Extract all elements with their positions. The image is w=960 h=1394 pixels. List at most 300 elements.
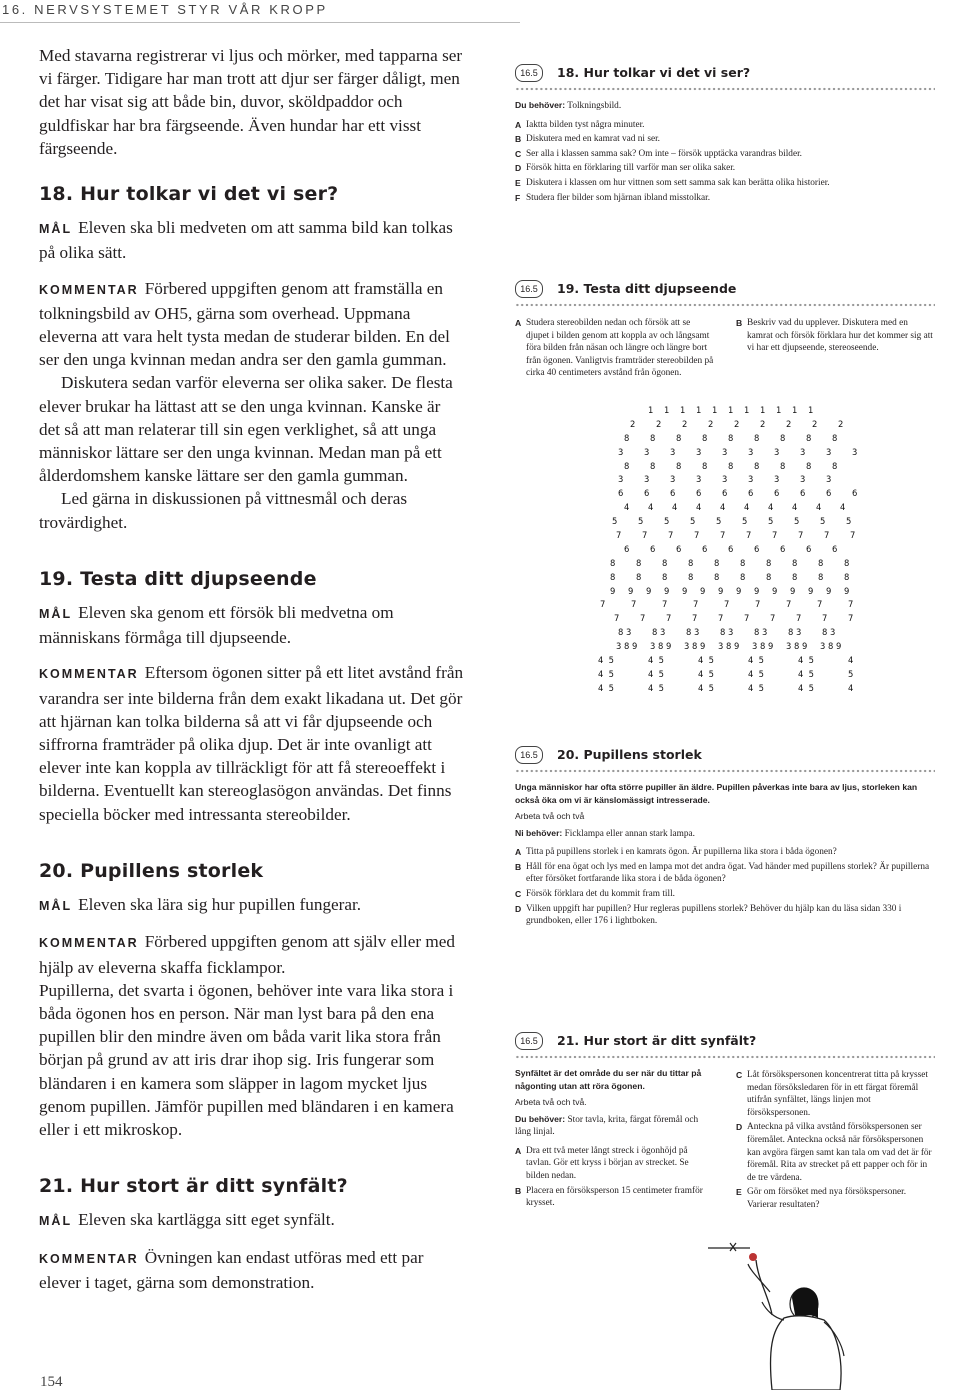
stereogram-row bbox=[590, 613, 870, 627]
stereogram-digit: 4 5 bbox=[598, 668, 614, 679]
comment-tag: KOMMENTAR bbox=[39, 282, 139, 297]
section-20-paragraph: Pupillerna, det svarta i ögonen, behöver inte vara lika stora i båda ögonen hos en person. När man lyst bara på den ena pupillen blir den mindre även om båda varit lika stora från början på grund av att iris drar ihop sig. Iris fungerar som bländaren i en kamera som släpper in lagom mycket ljus genom pupillen. Jämför pupillen med bländaren i en kamera eller i ett mikroskop. bbox=[39, 980, 454, 1139]
stereogram-digit: 8 bbox=[728, 460, 734, 471]
section-18-goal: MÅL Eleven ska bli medveten om att samma bild kan tolkas på olika sätt. bbox=[39, 218, 453, 263]
stereogram-digit: 4 5 bbox=[648, 655, 664, 666]
stereogram-digit: 5 bbox=[716, 516, 722, 527]
step-item bbox=[736, 1069, 935, 1119]
stereogram-digit: 7 bbox=[822, 613, 828, 624]
step-text: Diskutera i klassen om hur vittnen som sett samma sak kan berätta olika historier. bbox=[526, 177, 830, 188]
step-item bbox=[736, 1186, 935, 1211]
stereogram-digit: 3 bbox=[800, 474, 806, 485]
stereogram-digit: 8 bbox=[740, 557, 746, 568]
stereogram-digit: 8 bbox=[650, 432, 656, 443]
stereogram-digit: 2 bbox=[812, 418, 818, 429]
stereogram-row bbox=[590, 544, 870, 558]
stereogram-digit: 6 bbox=[780, 543, 786, 554]
stereogram-digit: 9 bbox=[610, 585, 616, 596]
stereogram-digit: 4 5 bbox=[748, 655, 764, 666]
stereogram-digit: 4 bbox=[744, 502, 750, 513]
stereogram-row bbox=[590, 627, 870, 641]
stereogram-digit: 4 5 bbox=[648, 682, 664, 693]
section-19-goal: MÅL Eleven ska genom ett försök bli medvetna om människans förmåga till djupseende. bbox=[39, 603, 394, 648]
step-a: A Studera stereobilden nedan och försök att se djupet i bilden genom att koppla av och långsamt föra bilden från näsan och längre och längre bort från ögonen. Vanligtvis framträder stereobilden på cirka 40 centimeters avstånd från ögonen. bbox=[515, 318, 714, 379]
stereogram-digit: 6 bbox=[670, 488, 676, 499]
chapter-badge: 16.5 bbox=[515, 280, 543, 298]
stereogram-digit: 4 5 bbox=[698, 682, 714, 693]
stereogram-row bbox=[590, 599, 870, 613]
stereogram-digit: 4 5 bbox=[748, 668, 764, 679]
stereogram-digit: 9 bbox=[844, 585, 850, 596]
step-text: Låt försökspersonen koncentrerat titta på krysset medan försöksledaren för in ett färgat föremål utifrån synfältet, längs linjen mot försökspersonen. bbox=[747, 1070, 928, 1118]
stereogram-digit: 8 bbox=[662, 557, 668, 568]
stereogram-digit: 8 bbox=[624, 432, 630, 443]
stereogram-digit: 8 bbox=[766, 557, 772, 568]
stereogram-digit: 8 bbox=[780, 460, 786, 471]
step-text: Försök hitta en förklaring till varför man ser olika saker. bbox=[526, 163, 736, 174]
stereogram-digit: 1 bbox=[744, 405, 750, 415]
stereogram-digit: 7 bbox=[642, 530, 648, 541]
stereogram-digit: 1 bbox=[664, 405, 670, 415]
section-21-comment: KOMMENTAR Övningen kan endast utföras med ett par elever i taget, gärna som demonstration. bbox=[39, 1247, 424, 1292]
stereogram-digit: 9 bbox=[664, 585, 670, 596]
stereogram-digit: 9 bbox=[790, 585, 796, 596]
section-19-title: 19. Testa ditt djupseende bbox=[39, 567, 317, 590]
step-text: Dra ett två meter långt streck i ögonhöjd på tavlan. Gör ett kryss i början av strecket. Se bilden nedan. bbox=[526, 1145, 689, 1181]
stereogram-digit: 4 bbox=[720, 502, 726, 513]
stereogram-digit: 5 bbox=[848, 668, 854, 679]
stereogram-digit: 5 bbox=[690, 516, 696, 527]
step-item bbox=[736, 1121, 935, 1184]
stereogram-digit: 7 bbox=[694, 530, 700, 541]
stereogram-digit: 4 5 bbox=[598, 655, 614, 666]
stereogram-digit: 7 bbox=[755, 599, 761, 610]
stereogram-digit: 8 bbox=[754, 432, 760, 443]
section-18-title: 18. Hur tolkar vi det vi ser? bbox=[39, 183, 339, 206]
step-text: Håll för ena ögat och lys med en lampa mot det andra ögat. Vad händer med pupillens storlek? Är pupillerna efter försöket fortfarande lika stora i de båda ögonen? bbox=[526, 861, 930, 885]
stereogram-digit: 7 bbox=[798, 530, 804, 541]
stereogram-digit: 3 bbox=[618, 474, 624, 485]
stereogram-digit: 7 bbox=[600, 599, 606, 610]
step-letter: F bbox=[515, 192, 521, 203]
section-21-title: 21. Hur stort är ditt synfält? bbox=[39, 1175, 348, 1198]
stereogram-digit: 7 bbox=[724, 599, 730, 610]
step-letter: B bbox=[515, 861, 522, 872]
stereogram-digit: 7 bbox=[817, 599, 823, 610]
stereogram-digit: 5 bbox=[846, 516, 852, 527]
section-19-comment: KOMMENTAR Eftersom ögonen sitter på ett litet avstånd från varandra ser inte bilderna från dem exakt likadana ut. Det gör att hjärnan kan tolka bilderna så att vi får djupseende och siffrorna framträder på olika djup. Det är inte ovanligt att elever inte kan koppla av tillräckligt för att få stereoeffekt i bilderna. Eventuellt kan stereoglasögon användas. Det finns speciella böcker med intressanta stereobilder. bbox=[39, 663, 464, 824]
stereogram-digit: 4 bbox=[848, 682, 854, 693]
stereogram-digit: 8 bbox=[676, 432, 682, 443]
section-20-title: 20. Pupillens storlek bbox=[39, 859, 264, 882]
stereogram-digit: 3 bbox=[800, 446, 806, 457]
stereogram-digit: 4 5 bbox=[748, 682, 764, 693]
stereogram-digit: 6 bbox=[618, 488, 624, 499]
stereogram-digit: 7 bbox=[848, 613, 854, 624]
card-title: 19. Testa ditt djupseende bbox=[557, 280, 737, 296]
stereogram-digit: 6 bbox=[774, 488, 780, 499]
section-18-paragraph: Led gärna in diskussionen på vittnesmål och deras trovärdighet. bbox=[39, 489, 408, 532]
work-mode: Arbeta två och två bbox=[515, 811, 585, 821]
stereogram-digit: 7 bbox=[662, 599, 668, 610]
stereogram-digit: 7 bbox=[786, 599, 792, 610]
stereogram-row bbox=[590, 530, 870, 544]
stereogram-digit: 7 bbox=[772, 530, 778, 541]
stereogram-digit: 8 bbox=[702, 460, 708, 471]
stereogram-digit: 5 bbox=[742, 516, 748, 527]
step-b: B Beskriv vad du upplever. Diskutera med en kamrat och försök förklara hur det kommer sig att vi har ett djupseende, stereoseende. bbox=[736, 318, 933, 354]
stereogram-digit: 8 bbox=[610, 571, 616, 582]
stereogram-digit: 8 bbox=[702, 432, 708, 443]
stereogram-digit: 7 bbox=[744, 613, 750, 624]
stereogram-digit: 6 bbox=[624, 543, 630, 554]
stereogram-digit: 8 bbox=[832, 432, 838, 443]
stereogram-digit: 8 bbox=[832, 460, 838, 471]
step-item bbox=[515, 1145, 714, 1183]
stereogram-row bbox=[590, 558, 870, 572]
step-item bbox=[515, 119, 935, 132]
stereogram-digit: 3 8 9 bbox=[752, 641, 774, 652]
stereogram-digit: 4 5 bbox=[648, 668, 664, 679]
stereogram-digit: 6 bbox=[644, 488, 650, 499]
stereogram-digit: 8 bbox=[636, 571, 642, 582]
step-letter: C bbox=[736, 1070, 743, 1080]
stereogram-digit: 2 bbox=[734, 418, 740, 429]
stereogram-digit: 8 bbox=[806, 460, 812, 471]
card-21-steps-right bbox=[736, 1067, 935, 1214]
stereogram-digit: 5 bbox=[794, 516, 800, 527]
stereogram-row bbox=[590, 447, 870, 461]
step-item bbox=[515, 162, 935, 175]
goal-tag: MÅL bbox=[39, 899, 73, 914]
stereogram-row bbox=[590, 669, 870, 683]
card-intro: Synfältet är det område du ser när du tittar på någonting utan att röra ögonen. bbox=[515, 1068, 702, 1091]
stereogram-digit: 4 bbox=[816, 502, 822, 513]
step-item bbox=[515, 903, 935, 928]
stereogram-digit: 8 3 bbox=[822, 627, 836, 638]
stereogram-digit: 7 bbox=[668, 530, 674, 541]
stereogram-digit: 6 bbox=[806, 543, 812, 554]
dotted-rule bbox=[515, 303, 935, 307]
stereogram-digit: 8 bbox=[728, 432, 734, 443]
stereogram-digit: 8 bbox=[650, 460, 656, 471]
stereogram-digit: 8 bbox=[766, 571, 772, 582]
step-letter: D bbox=[515, 903, 522, 914]
stereogram-digit: 9 bbox=[646, 585, 652, 596]
step-letter: C bbox=[515, 148, 522, 159]
stereogram-digit: 3 bbox=[644, 446, 650, 457]
stereogram-row bbox=[590, 461, 870, 475]
stereogram-digit: 5 bbox=[664, 516, 670, 527]
dotted-rule bbox=[515, 1055, 935, 1059]
stereogram-digit: 6 bbox=[650, 543, 656, 554]
work-mode: Arbeta två och två. bbox=[515, 1097, 587, 1107]
stereogram-digit: 8 bbox=[624, 460, 630, 471]
stereogram-digit: 1 bbox=[712, 405, 718, 415]
stereogram-row bbox=[590, 516, 870, 530]
stereogram-digit: 7 bbox=[614, 613, 620, 624]
stereogram-digit: 2 bbox=[630, 418, 636, 429]
stereogram-row bbox=[590, 419, 870, 433]
stereogram-row bbox=[590, 641, 870, 655]
stereogram-digit: 9 bbox=[754, 585, 760, 596]
section-20-comment: KOMMENTAR Förbered uppgiften genom att själv eller med hjälp av eleverna skaffa ficklampor. bbox=[39, 932, 455, 977]
stereogram-row bbox=[590, 683, 870, 697]
card-intro: Unga människor har ofta större pupiller än äldre. Pupillen påverkas inte bara av ljus, storleken kan också öka om vi är känslomässigt intresserade. bbox=[515, 782, 918, 805]
step-text: Anteckna på vilka avstånd försökspersonen ser föremålet. Anteckna också när försökspersonen kan avgöra färgen samt kan tala om vad det är för föremål. Rita av strecket på ett papper och för in de tre värdena. bbox=[747, 1122, 932, 1183]
stereogram-digit: 1 bbox=[648, 405, 654, 415]
stereogram-digit: 4 bbox=[840, 502, 846, 513]
step-letter: B bbox=[515, 1185, 522, 1196]
chapter-badge: 16.5 bbox=[515, 64, 543, 82]
needs-line: Du behöver: Stor tavla, krita, färgat föremål och lång linjal. bbox=[515, 1113, 699, 1138]
stereogram-digit: 8 3 bbox=[618, 627, 632, 638]
goal-tag: MÅL bbox=[39, 222, 73, 237]
comment-tag: KOMMENTAR bbox=[39, 936, 139, 951]
step-letter: B bbox=[515, 134, 522, 145]
stereogram-digit: 4 5 bbox=[798, 668, 814, 679]
stereogram-digit: 1 bbox=[776, 405, 782, 415]
step-item bbox=[515, 1185, 714, 1210]
stereogram-digit: 4 5 bbox=[698, 655, 714, 666]
step-letter: A bbox=[515, 847, 522, 858]
stereogram-digit: 9 bbox=[628, 585, 634, 596]
stereogram bbox=[590, 405, 870, 697]
stereogram-digit: 7 bbox=[770, 613, 776, 624]
step-text: Placera en försöksperson 15 centimeter framför krysset. bbox=[526, 1185, 703, 1209]
stereogram-digit: 1 bbox=[680, 405, 686, 415]
section-20-goal: MÅL Eleven ska lära sig hur pupillen fungerar. bbox=[39, 895, 362, 915]
stereogram-digit: 8 bbox=[610, 557, 616, 568]
stereogram-row bbox=[590, 655, 870, 669]
stereogram-digit: 9 bbox=[772, 585, 778, 596]
stereogram-digit: 8 bbox=[688, 571, 694, 582]
stereogram-digit: 8 bbox=[662, 571, 668, 582]
stereogram-digit: 9 bbox=[700, 585, 706, 596]
step-item bbox=[515, 861, 935, 886]
card-21 bbox=[515, 1030, 935, 1214]
stereogram-digit: 3 bbox=[852, 446, 858, 457]
stereogram-digit: 3 bbox=[826, 474, 832, 485]
stereogram-digit: 3 8 9 bbox=[684, 641, 706, 652]
step-text: Ser alla i klassen samma sak? Om inte – försök upptäcka varandras bilder. bbox=[526, 148, 802, 159]
stereogram-digit: 8 bbox=[754, 460, 760, 471]
stereogram-digit: 6 bbox=[800, 488, 806, 499]
step-letter: A bbox=[515, 119, 522, 130]
step-text: Gör om försöket med nya försökspersoner. Varierar resultaten? bbox=[747, 1187, 907, 1210]
stereogram-digit: 5 bbox=[612, 516, 618, 527]
step-letter: C bbox=[515, 888, 522, 899]
card-20 bbox=[515, 744, 935, 930]
stereogram-digit: 4 bbox=[648, 502, 654, 513]
comment-tag: KOMMENTAR bbox=[39, 1251, 139, 1266]
step-letter: E bbox=[736, 1187, 742, 1198]
stereogram-digit: 8 bbox=[780, 432, 786, 443]
stereogram-digit: 7 bbox=[720, 530, 726, 541]
stereogram-digit: 7 bbox=[666, 613, 672, 624]
stereogram-digit: 4 bbox=[792, 502, 798, 513]
card-20-steps bbox=[515, 846, 935, 928]
stereogram-digit: 7 bbox=[850, 530, 856, 541]
step-text: Iaktta bilden tyst några minuter. bbox=[526, 119, 645, 130]
stereogram-digit: 2 bbox=[682, 418, 688, 429]
stereogram-digit: 6 bbox=[832, 543, 838, 554]
stereogram-digit: 7 bbox=[692, 613, 698, 624]
stereogram-digit: 3 bbox=[826, 446, 832, 457]
chapter-badge: 16.5 bbox=[515, 1032, 543, 1050]
stereogram-digit: 3 bbox=[748, 474, 754, 485]
stereogram-digit: 5 bbox=[768, 516, 774, 527]
stereogram-digit: 3 8 9 bbox=[616, 641, 638, 652]
stereogram-digit: 4 bbox=[672, 502, 678, 513]
stereogram-digit: 3 bbox=[670, 474, 676, 485]
goal-tag: MÅL bbox=[39, 607, 73, 622]
stereogram-digit: 7 bbox=[631, 599, 637, 610]
stereogram-digit: 3 8 9 bbox=[786, 641, 808, 652]
step-text: Titta på pupillens storlek i en kamrats ögon. Är pupillerna lika stora i båda ögonen? bbox=[526, 847, 837, 858]
stereogram-digit: 6 bbox=[676, 543, 682, 554]
stereogram-digit: 8 bbox=[818, 557, 824, 568]
stereogram-digit: 5 bbox=[820, 516, 826, 527]
stereogram-digit: 4 5 bbox=[798, 655, 814, 666]
step-item bbox=[515, 177, 935, 190]
stereogram-row bbox=[590, 474, 870, 488]
step-text: Vilken uppgift har pupillen? Hur regleras pupillens storlek? Behöver du hjälp kan du läsa sidan 330 i grundboken, eller 176 i lightboken. bbox=[526, 903, 902, 927]
stereogram-digit: 7 bbox=[640, 613, 646, 624]
step-text: Studera fler bilder som hjärnan ibland misstolkar. bbox=[526, 192, 711, 203]
stereogram-digit: 6 bbox=[728, 543, 734, 554]
stereogram-row bbox=[590, 488, 870, 502]
step-text: Försök förklara det du kommit fram till. bbox=[526, 888, 675, 899]
stereogram-digit: 8 bbox=[792, 557, 798, 568]
card-18 bbox=[515, 62, 935, 206]
stereogram-digit: 4 5 bbox=[598, 682, 614, 693]
needs-line: Du behöver: Tolkningsbild. bbox=[515, 100, 622, 111]
stereogram-digit: 6 bbox=[754, 543, 760, 554]
stereogram-digit: 3 8 9 bbox=[650, 641, 672, 652]
stereogram-digit: 4 bbox=[768, 502, 774, 513]
card-title: 20. Pupillens storlek bbox=[557, 746, 702, 762]
stereogram-digit: 2 bbox=[708, 418, 714, 429]
step-item bbox=[515, 192, 935, 205]
stereogram-digit: 7 bbox=[824, 530, 830, 541]
stereogram-digit: 7 bbox=[718, 613, 724, 624]
stereogram-digit: 8 bbox=[806, 432, 812, 443]
stereogram-digit: 3 bbox=[696, 474, 702, 485]
comment-tag: KOMMENTAR bbox=[39, 667, 139, 682]
step-letter: D bbox=[736, 1122, 743, 1133]
card-18-steps bbox=[515, 119, 935, 205]
stereogram-row bbox=[590, 586, 870, 600]
stereogram-digit: 6 bbox=[702, 543, 708, 554]
intro-paragraph: Med stavarna registrerar vi ljus och mörker, med tapparna ser vi färger. Tidigare har man trott att djur ser färger dåligt, men det har visat sig att både bin, duvor, sköldpaddor och guldfiskar har bra färgseende. Även hundar har ett visst färgseende. bbox=[39, 46, 463, 158]
stereogram-digit: 8 3 bbox=[720, 627, 734, 638]
step-item bbox=[515, 888, 935, 901]
stereogram-digit: 3 bbox=[722, 446, 728, 457]
stereogram-digit: 3 bbox=[774, 446, 780, 457]
stereogram-digit: 2 bbox=[760, 418, 766, 429]
stereogram-digit: 5 bbox=[638, 516, 644, 527]
left-column bbox=[39, 44, 464, 1294]
stereogram-digit: 6 bbox=[722, 488, 728, 499]
stereogram-digit: 8 bbox=[818, 571, 824, 582]
stereogram-digit: 3 bbox=[644, 474, 650, 485]
card-19 bbox=[515, 278, 935, 382]
stereogram-digit: 6 bbox=[748, 488, 754, 499]
stereogram-digit: 8 3 bbox=[686, 627, 700, 638]
stereogram-digit: 3 bbox=[722, 474, 728, 485]
stereogram-digit: 8 3 bbox=[788, 627, 802, 638]
stereogram-digit: 8 bbox=[844, 557, 850, 568]
stereogram-digit: 6 bbox=[696, 488, 702, 499]
stereogram-digit: 7 bbox=[848, 599, 854, 610]
stereogram-digit: 8 bbox=[792, 571, 798, 582]
stereogram-digit: 8 bbox=[714, 557, 720, 568]
card-title: 21. Hur stort är ditt synfält? bbox=[557, 1032, 757, 1048]
stereogram-digit: 8 bbox=[844, 571, 850, 582]
header-rule bbox=[0, 22, 520, 23]
stereogram-digit: 6 bbox=[826, 488, 832, 499]
stereogram-digit: 2 bbox=[786, 418, 792, 429]
step-letter: D bbox=[515, 163, 522, 174]
stereogram-digit: 1 bbox=[808, 405, 814, 415]
running-header: 16. NERVSYSTEMET STYR VÅR KROPP bbox=[2, 2, 328, 17]
stereogram-digit: 7 bbox=[693, 599, 699, 610]
stereogram-digit: 7 bbox=[616, 530, 622, 541]
section-18-paragraph: Diskutera sedan varför eleverna ser olika saker. De flesta elever brukar ha lättast att se den unga kvinnan. Kanske är det så att man relaterar till sin egen verklighet, så att unga människor lättare ser den unga kvinnan. Medan man på ett ålderdomshem kanske lättare ser den gamla gumman. bbox=[39, 373, 453, 486]
stereogram-digit: 4 bbox=[624, 502, 630, 513]
stereogram-digit: 7 bbox=[746, 530, 752, 541]
stereogram-digit: 2 bbox=[656, 418, 662, 429]
needs-line: Ni behöver: Ficklampa eller annan stark lampa. bbox=[515, 827, 695, 839]
stereogram-digit: 1 bbox=[760, 405, 766, 415]
card-title: 18. Hur tolkar vi det vi ser? bbox=[557, 64, 751, 80]
stereogram-digit: 8 3 bbox=[754, 627, 768, 638]
stereogram-digit: 4 bbox=[848, 655, 854, 666]
stereogram-digit: 3 8 9 bbox=[820, 641, 842, 652]
dotted-rule bbox=[515, 769, 935, 773]
stereogram-digit: 9 bbox=[736, 585, 742, 596]
stereogram-digit: 4 bbox=[696, 502, 702, 513]
stereogram-digit: 3 bbox=[696, 446, 702, 457]
stereogram-digit: 1 bbox=[696, 405, 702, 415]
stereogram-row bbox=[590, 433, 870, 447]
page-number: 154 bbox=[40, 1374, 63, 1390]
section-18-comment: KOMMENTAR Förbered uppgiften genom att framställa en tolkningsbild av OH5, gärna som overhead. Uppmana eleverna att vara helt tysta medan de studerar bilden. En del ser den unga kvinnan medan andra ser den gamla gumman. bbox=[39, 278, 450, 370]
stereogram-digit: 1 bbox=[728, 405, 734, 415]
stereogram-digit: 6 bbox=[852, 488, 858, 499]
stereogram-digit: 3 bbox=[670, 446, 676, 457]
stereogram-row bbox=[590, 502, 870, 516]
stereogram-digit: 8 bbox=[676, 460, 682, 471]
stereogram-digit: 9 bbox=[808, 585, 814, 596]
stereogram-digit: 9 bbox=[682, 585, 688, 596]
stereogram-digit: 3 bbox=[618, 446, 624, 457]
section-21-goal: MÅL Eleven ska kartlägga sitt eget synfält. bbox=[39, 1210, 335, 1230]
card-21-steps-left bbox=[515, 1145, 714, 1210]
stereogram-digit: 4 5 bbox=[698, 668, 714, 679]
stereogram-row bbox=[590, 572, 870, 586]
goal-tag: MÅL bbox=[39, 1214, 73, 1229]
stereogram-digit: 8 bbox=[688, 557, 694, 568]
step-text: Diskutera med en kamrat vad ni ser. bbox=[526, 134, 660, 145]
stereogram-digit: 8 bbox=[740, 571, 746, 582]
stereogram-digit: 1 bbox=[792, 405, 798, 415]
step-letter: A bbox=[515, 1145, 522, 1156]
stereogram-digit: 3 8 9 bbox=[718, 641, 740, 652]
stereogram-digit: 9 bbox=[718, 585, 724, 596]
step-item bbox=[515, 846, 935, 859]
